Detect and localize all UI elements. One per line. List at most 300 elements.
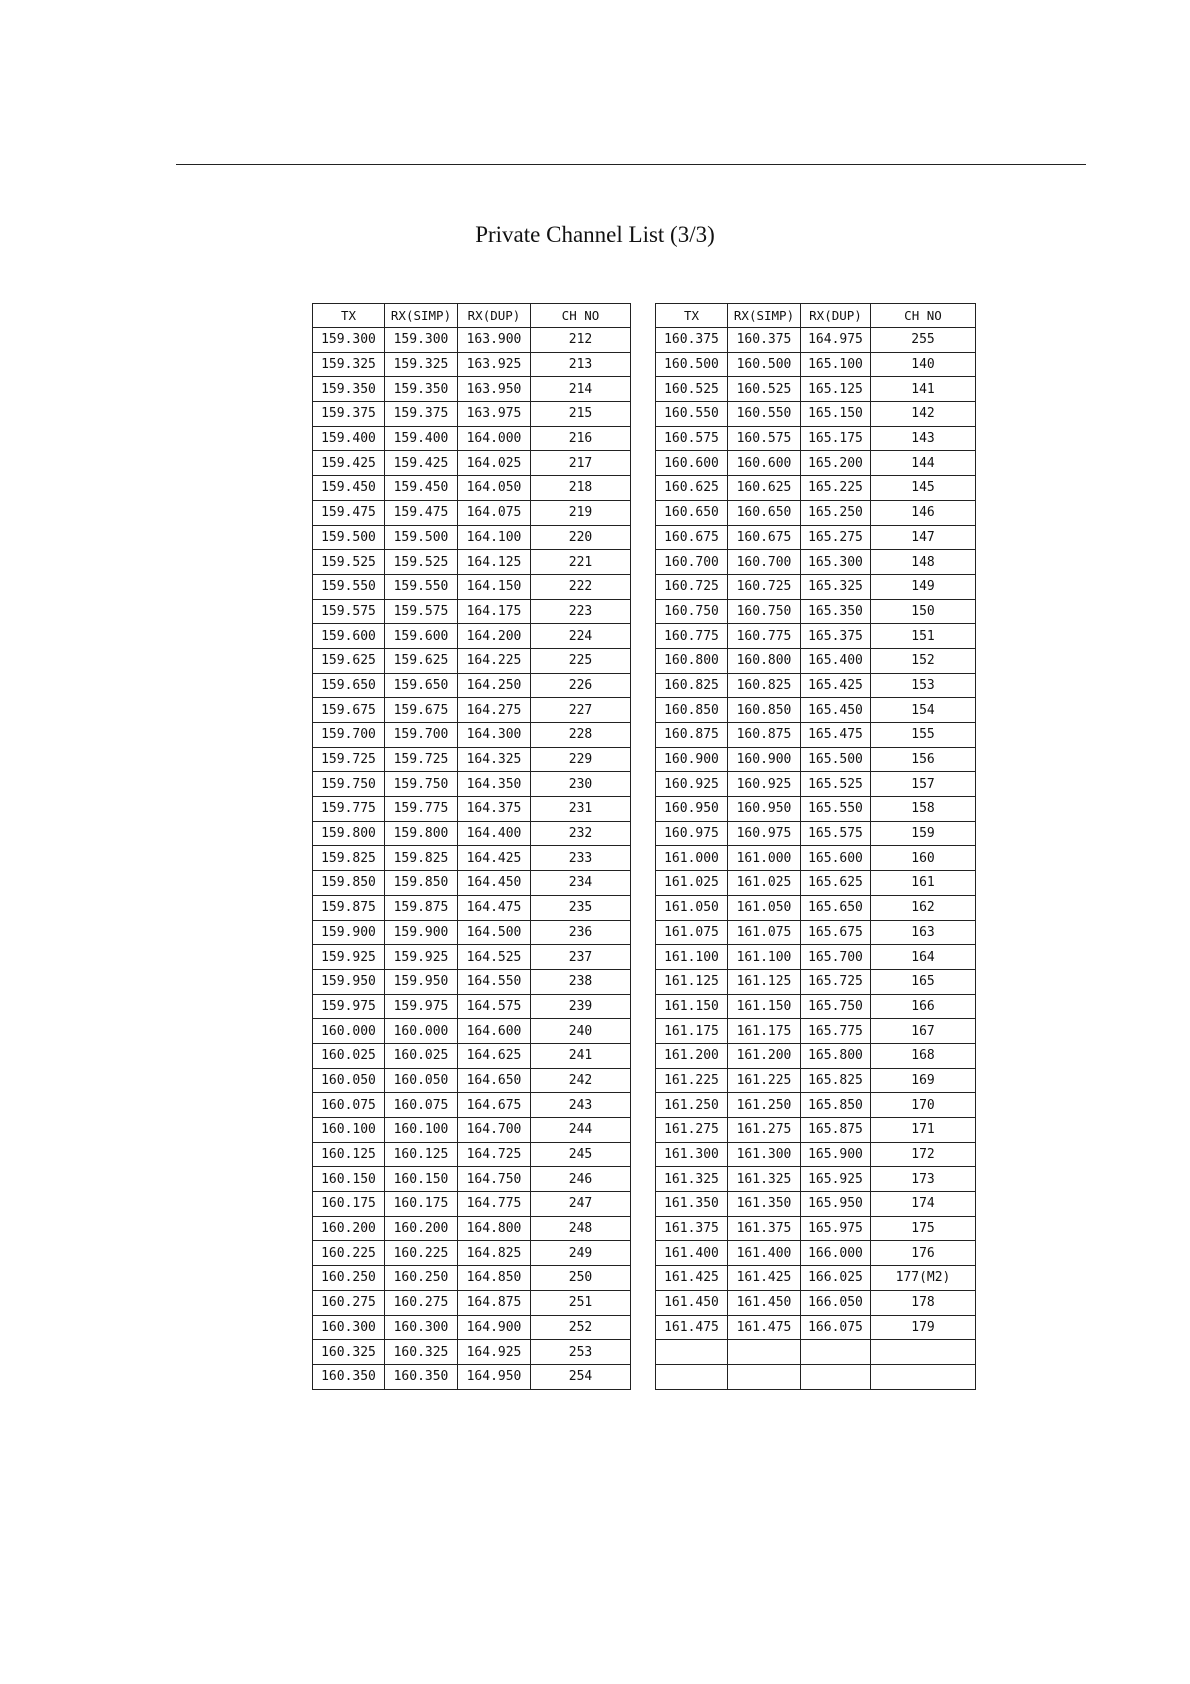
rx-simp-cell: 159.400 (385, 426, 458, 451)
tx-cell: 160.525 (656, 377, 728, 402)
table-row (656, 1241, 976, 1266)
table-row (313, 1364, 631, 1389)
ch-no-cell: 253 (531, 1340, 631, 1365)
tx-cell: 161.100 (656, 945, 728, 970)
ch-no-cell: 159 (871, 821, 976, 846)
tx-cell: 160.300 (313, 1315, 385, 1340)
rx-dup-cell: 164.775 (458, 1192, 531, 1217)
tx-cell: 159.925 (313, 945, 385, 970)
rx-dup-cell: 165.225 (801, 476, 871, 501)
rx-dup-cell: 165.375 (801, 624, 871, 649)
rx-dup-cell: 165.725 (801, 969, 871, 994)
tx-cell: 161.300 (656, 1142, 728, 1167)
table-row (313, 451, 631, 476)
rx-dup-cell: 166.000 (801, 1241, 871, 1266)
table-row (656, 1192, 976, 1217)
ch-no-cell: 166 (871, 994, 976, 1019)
rx-dup-cell: 165.700 (801, 945, 871, 970)
rx-simp-cell: 159.600 (385, 624, 458, 649)
rx-dup-cell: 164.075 (458, 500, 531, 525)
rx-dup-cell: 165.900 (801, 1142, 871, 1167)
rx-dup-cell: 165.500 (801, 747, 871, 772)
table-row (656, 451, 976, 476)
table-row (656, 1315, 976, 1340)
ch-no-cell: 161 (871, 871, 976, 896)
header-ch-no: CH NO (871, 304, 976, 328)
rx-simp-cell: 159.950 (385, 969, 458, 994)
table-row (656, 1142, 976, 1167)
tx-cell: 159.775 (313, 797, 385, 822)
table-row (313, 476, 631, 501)
rx-simp-cell: 159.375 (385, 402, 458, 427)
ch-no-cell: 244 (531, 1118, 631, 1143)
tx-cell: 159.900 (313, 920, 385, 945)
header-rx-dup: RX(DUP) (458, 304, 531, 328)
tx-cell: 160.025 (313, 1043, 385, 1068)
rx-simp-cell: 159.425 (385, 451, 458, 476)
rx-simp-cell: 160.750 (728, 599, 801, 624)
rx-simp-cell: 160.375 (728, 328, 801, 353)
ch-no-cell: 235 (531, 895, 631, 920)
tx-cell: 159.725 (313, 747, 385, 772)
rx-simp-cell: 159.650 (385, 673, 458, 698)
ch-no-cell: 171 (871, 1118, 976, 1143)
tx-cell: 161.425 (656, 1266, 728, 1291)
ch-no-cell: 254 (531, 1364, 631, 1389)
table-row (313, 920, 631, 945)
rx-simp-cell: 160.325 (385, 1340, 458, 1365)
table-row (313, 723, 631, 748)
rx-dup-cell: 165.325 (801, 574, 871, 599)
tx-cell: 160.850 (656, 698, 728, 723)
rx-simp-cell: 160.150 (385, 1167, 458, 1192)
rx-dup-cell: 164.000 (458, 426, 531, 451)
ch-no-cell: 255 (871, 328, 976, 353)
table-header-row (313, 304, 631, 328)
header-rule (176, 164, 1086, 165)
ch-no-cell: 151 (871, 624, 976, 649)
rx-dup-cell: 164.975 (801, 328, 871, 353)
rx-simp-cell: 160.900 (728, 747, 801, 772)
ch-no-cell: 216 (531, 426, 631, 451)
rx-dup-cell: 164.750 (458, 1167, 531, 1192)
tx-cell: 159.950 (313, 969, 385, 994)
tx-cell: 160.825 (656, 673, 728, 698)
rx-simp-cell: 161.150 (728, 994, 801, 1019)
rx-simp-cell (728, 1340, 801, 1365)
rx-dup-cell: 164.875 (458, 1290, 531, 1315)
table-row (313, 1192, 631, 1217)
table-row (313, 328, 631, 353)
tx-cell: 161.450 (656, 1290, 728, 1315)
table-row (313, 352, 631, 377)
table-row (656, 1266, 976, 1291)
rx-simp-cell: 159.825 (385, 846, 458, 871)
rx-dup-cell: 164.475 (458, 895, 531, 920)
rx-simp-cell: 159.525 (385, 550, 458, 575)
header-rx-dup: RX(DUP) (801, 304, 871, 328)
rx-dup-cell: 165.825 (801, 1068, 871, 1093)
rx-dup-cell: 164.575 (458, 994, 531, 1019)
rx-simp-cell: 161.275 (728, 1118, 801, 1143)
rx-dup-cell: 164.625 (458, 1043, 531, 1068)
ch-no-cell: 165 (871, 969, 976, 994)
ch-no-cell: 215 (531, 402, 631, 427)
rx-dup-cell: 166.050 (801, 1290, 871, 1315)
tx-cell: 159.500 (313, 525, 385, 550)
ch-no-cell: 154 (871, 698, 976, 723)
table-row (313, 1043, 631, 1068)
table-row (313, 648, 631, 673)
rx-dup-cell: 164.650 (458, 1068, 531, 1093)
ch-no-cell: 167 (871, 1019, 976, 1044)
ch-no-cell: 236 (531, 920, 631, 945)
table-row (313, 1142, 631, 1167)
table-row (656, 574, 976, 599)
rx-simp-cell: 159.675 (385, 698, 458, 723)
ch-no-cell: 213 (531, 352, 631, 377)
tx-cell: 160.900 (656, 747, 728, 772)
rx-dup-cell: 165.475 (801, 723, 871, 748)
ch-no-cell: 176 (871, 1241, 976, 1266)
table-header-row (656, 304, 976, 328)
rx-simp-cell: 159.500 (385, 525, 458, 550)
table-row (656, 871, 976, 896)
table-row (313, 673, 631, 698)
rx-dup-cell: 165.675 (801, 920, 871, 945)
table-row (656, 1340, 976, 1365)
ch-no-cell: 248 (531, 1216, 631, 1241)
ch-no-cell: 218 (531, 476, 631, 501)
table-row (313, 525, 631, 550)
tx-cell: 160.675 (656, 525, 728, 550)
header-ch-no: CH NO (531, 304, 631, 328)
ch-no-cell: 251 (531, 1290, 631, 1315)
table-row (656, 797, 976, 822)
rx-dup-cell: 165.250 (801, 500, 871, 525)
rx-simp-cell: 160.175 (385, 1192, 458, 1217)
tx-cell: 159.325 (313, 352, 385, 377)
rx-simp-cell: 161.250 (728, 1093, 801, 1118)
tx-cell: 160.500 (656, 352, 728, 377)
table-row (656, 426, 976, 451)
ch-no-cell: 155 (871, 723, 976, 748)
ch-no-cell: 234 (531, 871, 631, 896)
table-row (313, 698, 631, 723)
table-row (656, 994, 976, 1019)
rx-dup-cell: 165.425 (801, 673, 871, 698)
rx-simp-cell: 159.475 (385, 500, 458, 525)
rx-dup-cell: 165.575 (801, 821, 871, 846)
table-row (656, 1290, 976, 1315)
ch-no-cell: 252 (531, 1315, 631, 1340)
rx-simp-cell: 160.500 (728, 352, 801, 377)
rx-simp-cell: 160.050 (385, 1068, 458, 1093)
table-row (656, 920, 976, 945)
ch-no-cell: 143 (871, 426, 976, 451)
ch-no-cell: 250 (531, 1266, 631, 1291)
rx-dup-cell: 164.950 (458, 1364, 531, 1389)
tx-cell: 160.550 (656, 402, 728, 427)
ch-no-cell: 169 (871, 1068, 976, 1093)
rx-simp-cell: 161.475 (728, 1315, 801, 1340)
tx-cell: 159.375 (313, 402, 385, 427)
tx-cell: 161.475 (656, 1315, 728, 1340)
table-row (313, 500, 631, 525)
page-title: Private Channel List (3/3) (475, 222, 715, 247)
rx-dup-cell: 164.250 (458, 673, 531, 698)
tx-cell: 159.625 (313, 648, 385, 673)
tx-cell: 160.325 (313, 1340, 385, 1365)
rx-simp-cell: 159.925 (385, 945, 458, 970)
ch-no-cell: 160 (871, 846, 976, 871)
ch-no-cell: 163 (871, 920, 976, 945)
table-row (656, 1167, 976, 1192)
tx-cell: 159.750 (313, 772, 385, 797)
tx-cell: 160.625 (656, 476, 728, 501)
table-row (656, 328, 976, 353)
ch-no-cell: 242 (531, 1068, 631, 1093)
table-row (313, 1118, 631, 1143)
table-row (313, 377, 631, 402)
ch-no-cell: 238 (531, 969, 631, 994)
tx-cell: 160.575 (656, 426, 728, 451)
rx-dup-cell: 164.850 (458, 1266, 531, 1291)
table-row (313, 574, 631, 599)
rx-dup-cell: 165.275 (801, 525, 871, 550)
rx-simp-cell: 159.775 (385, 797, 458, 822)
rx-dup-cell: 164.150 (458, 574, 531, 599)
ch-no-cell: 153 (871, 673, 976, 698)
table-row (656, 525, 976, 550)
ch-no-cell: 152 (871, 648, 976, 673)
ch-no-cell: 212 (531, 328, 631, 353)
ch-no-cell: 217 (531, 451, 631, 476)
rx-dup-cell: 165.175 (801, 426, 871, 451)
rx-dup-cell: 163.925 (458, 352, 531, 377)
rx-simp-cell: 160.300 (385, 1315, 458, 1340)
ch-no-cell: 147 (871, 525, 976, 550)
tx-cell: 159.575 (313, 599, 385, 624)
tx-cell: 159.350 (313, 377, 385, 402)
table-row (656, 1118, 976, 1143)
ch-no-cell: 239 (531, 994, 631, 1019)
rx-dup-cell: 164.700 (458, 1118, 531, 1143)
rx-dup-cell: 165.450 (801, 698, 871, 723)
tx-cell: 159.675 (313, 698, 385, 723)
ch-no-cell: 243 (531, 1093, 631, 1118)
rx-dup-cell: 164.100 (458, 525, 531, 550)
tx-cell: 160.975 (656, 821, 728, 846)
ch-no-cell: 233 (531, 846, 631, 871)
rx-simp-cell: 159.700 (385, 723, 458, 748)
rx-simp-cell: 161.125 (728, 969, 801, 994)
tx-cell: 161.275 (656, 1118, 728, 1143)
rx-dup-cell: 163.900 (458, 328, 531, 353)
ch-no-cell: 140 (871, 352, 976, 377)
rx-dup-cell: 164.600 (458, 1019, 531, 1044)
rx-simp-cell: 161.225 (728, 1068, 801, 1093)
table-row (656, 550, 976, 575)
rx-dup-cell: 166.075 (801, 1315, 871, 1340)
rx-simp-cell: 160.025 (385, 1043, 458, 1068)
tx-cell: 159.475 (313, 500, 385, 525)
rx-dup-cell: 165.525 (801, 772, 871, 797)
tx-cell: 161.075 (656, 920, 728, 945)
rx-dup-cell: 164.550 (458, 969, 531, 994)
ch-no-cell: 175 (871, 1216, 976, 1241)
rx-dup-cell: 164.175 (458, 599, 531, 624)
rx-dup-cell: 165.400 (801, 648, 871, 673)
ch-no-cell: 164 (871, 945, 976, 970)
header-rx-simp: RX(SIMP) (385, 304, 458, 328)
rx-simp-cell: 161.300 (728, 1142, 801, 1167)
rx-dup-cell: 164.050 (458, 476, 531, 501)
ch-no-cell: 146 (871, 500, 976, 525)
ch-no-cell: 222 (531, 574, 631, 599)
rx-dup-cell: 165.800 (801, 1043, 871, 1068)
tx-cell: 161.325 (656, 1167, 728, 1192)
tx-cell: 160.700 (656, 550, 728, 575)
ch-no-cell: 232 (531, 821, 631, 846)
ch-no-cell: 241 (531, 1043, 631, 1068)
rx-dup-cell: 165.925 (801, 1167, 871, 1192)
rx-dup-cell: 165.950 (801, 1192, 871, 1217)
table-row (313, 871, 631, 896)
rx-simp-cell: 160.825 (728, 673, 801, 698)
tx-cell: 160.800 (656, 648, 728, 673)
rx-simp-cell: 159.875 (385, 895, 458, 920)
ch-no-cell (871, 1340, 976, 1365)
rx-simp-cell: 161.175 (728, 1019, 801, 1044)
table-row (313, 821, 631, 846)
tx-cell: 159.700 (313, 723, 385, 748)
rx-simp-cell: 160.950 (728, 797, 801, 822)
rx-simp-cell: 159.800 (385, 821, 458, 846)
table-row (313, 426, 631, 451)
table-row (656, 1093, 976, 1118)
ch-no-cell: 225 (531, 648, 631, 673)
rx-simp-cell: 160.250 (385, 1266, 458, 1291)
table-row (313, 747, 631, 772)
ch-no-cell: 214 (531, 377, 631, 402)
rx-dup-cell: 165.850 (801, 1093, 871, 1118)
ch-no-cell: 168 (871, 1043, 976, 1068)
rx-simp-cell: 160.100 (385, 1118, 458, 1143)
rx-simp-cell: 161.200 (728, 1043, 801, 1068)
rx-simp-cell: 160.725 (728, 574, 801, 599)
rx-simp-cell: 160.850 (728, 698, 801, 723)
header-tx: TX (656, 304, 728, 328)
tx-cell: 159.650 (313, 673, 385, 698)
tx-cell: 160.175 (313, 1192, 385, 1217)
ch-no-cell: 162 (871, 895, 976, 920)
table-row (313, 945, 631, 970)
ch-no-cell: 228 (531, 723, 631, 748)
tx-cell: 159.550 (313, 574, 385, 599)
tx-cell: 161.250 (656, 1093, 728, 1118)
rx-simp-cell: 160.075 (385, 1093, 458, 1118)
ch-no-cell: 150 (871, 599, 976, 624)
table-row (313, 1290, 631, 1315)
channel-table-right (655, 303, 976, 1390)
rx-dup-cell: 164.025 (458, 451, 531, 476)
tx-cell: 160.350 (313, 1364, 385, 1389)
ch-no-cell: 174 (871, 1192, 976, 1217)
tx-cell (656, 1340, 728, 1365)
table-row (313, 1266, 631, 1291)
rx-simp-cell: 160.875 (728, 723, 801, 748)
tx-cell: 161.175 (656, 1019, 728, 1044)
rx-simp-cell: 161.325 (728, 1167, 801, 1192)
ch-no-cell: 157 (871, 772, 976, 797)
tx-cell: 159.300 (313, 328, 385, 353)
rx-dup-cell: 165.100 (801, 352, 871, 377)
table-row (656, 476, 976, 501)
rx-dup-cell: 164.425 (458, 846, 531, 871)
rx-dup-cell: 164.825 (458, 1241, 531, 1266)
table-row (656, 846, 976, 871)
rx-dup-cell: 164.200 (458, 624, 531, 649)
table-row (656, 772, 976, 797)
ch-no-cell: 229 (531, 747, 631, 772)
table-row (313, 1241, 631, 1266)
table-row (313, 1167, 631, 1192)
table-row (656, 648, 976, 673)
tx-cell: 160.225 (313, 1241, 385, 1266)
tx-cell: 161.150 (656, 994, 728, 1019)
tx-cell: 159.400 (313, 426, 385, 451)
tx-cell: 160.150 (313, 1167, 385, 1192)
tx-cell: 160.000 (313, 1019, 385, 1044)
ch-no-cell: 237 (531, 945, 631, 970)
rx-simp-cell (728, 1364, 801, 1389)
rx-dup-cell: 165.550 (801, 797, 871, 822)
rx-simp-cell: 159.300 (385, 328, 458, 353)
rx-simp-cell: 161.050 (728, 895, 801, 920)
rx-dup-cell: 164.725 (458, 1142, 531, 1167)
rx-simp-cell: 159.850 (385, 871, 458, 896)
ch-no-cell: 172 (871, 1142, 976, 1167)
rx-simp-cell: 161.000 (728, 846, 801, 871)
table-row (313, 895, 631, 920)
tx-cell: 160.275 (313, 1290, 385, 1315)
rx-dup-cell: 165.150 (801, 402, 871, 427)
tx-cell: 160.050 (313, 1068, 385, 1093)
table-row (656, 377, 976, 402)
tx-cell: 161.225 (656, 1068, 728, 1093)
header-tx: TX (313, 304, 385, 328)
table-row (656, 1019, 976, 1044)
rx-simp-cell: 160.700 (728, 550, 801, 575)
rx-simp-cell: 160.275 (385, 1290, 458, 1315)
tx-cell: 160.100 (313, 1118, 385, 1143)
rx-simp-cell: 160.550 (728, 402, 801, 427)
ch-no-cell: 220 (531, 525, 631, 550)
rx-simp-cell: 159.575 (385, 599, 458, 624)
tx-cell: 159.450 (313, 476, 385, 501)
rx-dup-cell: 164.375 (458, 797, 531, 822)
rx-simp-cell: 160.675 (728, 525, 801, 550)
rx-simp-cell: 160.650 (728, 500, 801, 525)
rx-dup-cell: 164.450 (458, 871, 531, 896)
rx-simp-cell: 159.550 (385, 574, 458, 599)
rx-dup-cell: 165.750 (801, 994, 871, 1019)
tx-cell: 161.400 (656, 1241, 728, 1266)
table-row (313, 1093, 631, 1118)
tx-cell: 159.850 (313, 871, 385, 896)
tx-cell: 160.650 (656, 500, 728, 525)
